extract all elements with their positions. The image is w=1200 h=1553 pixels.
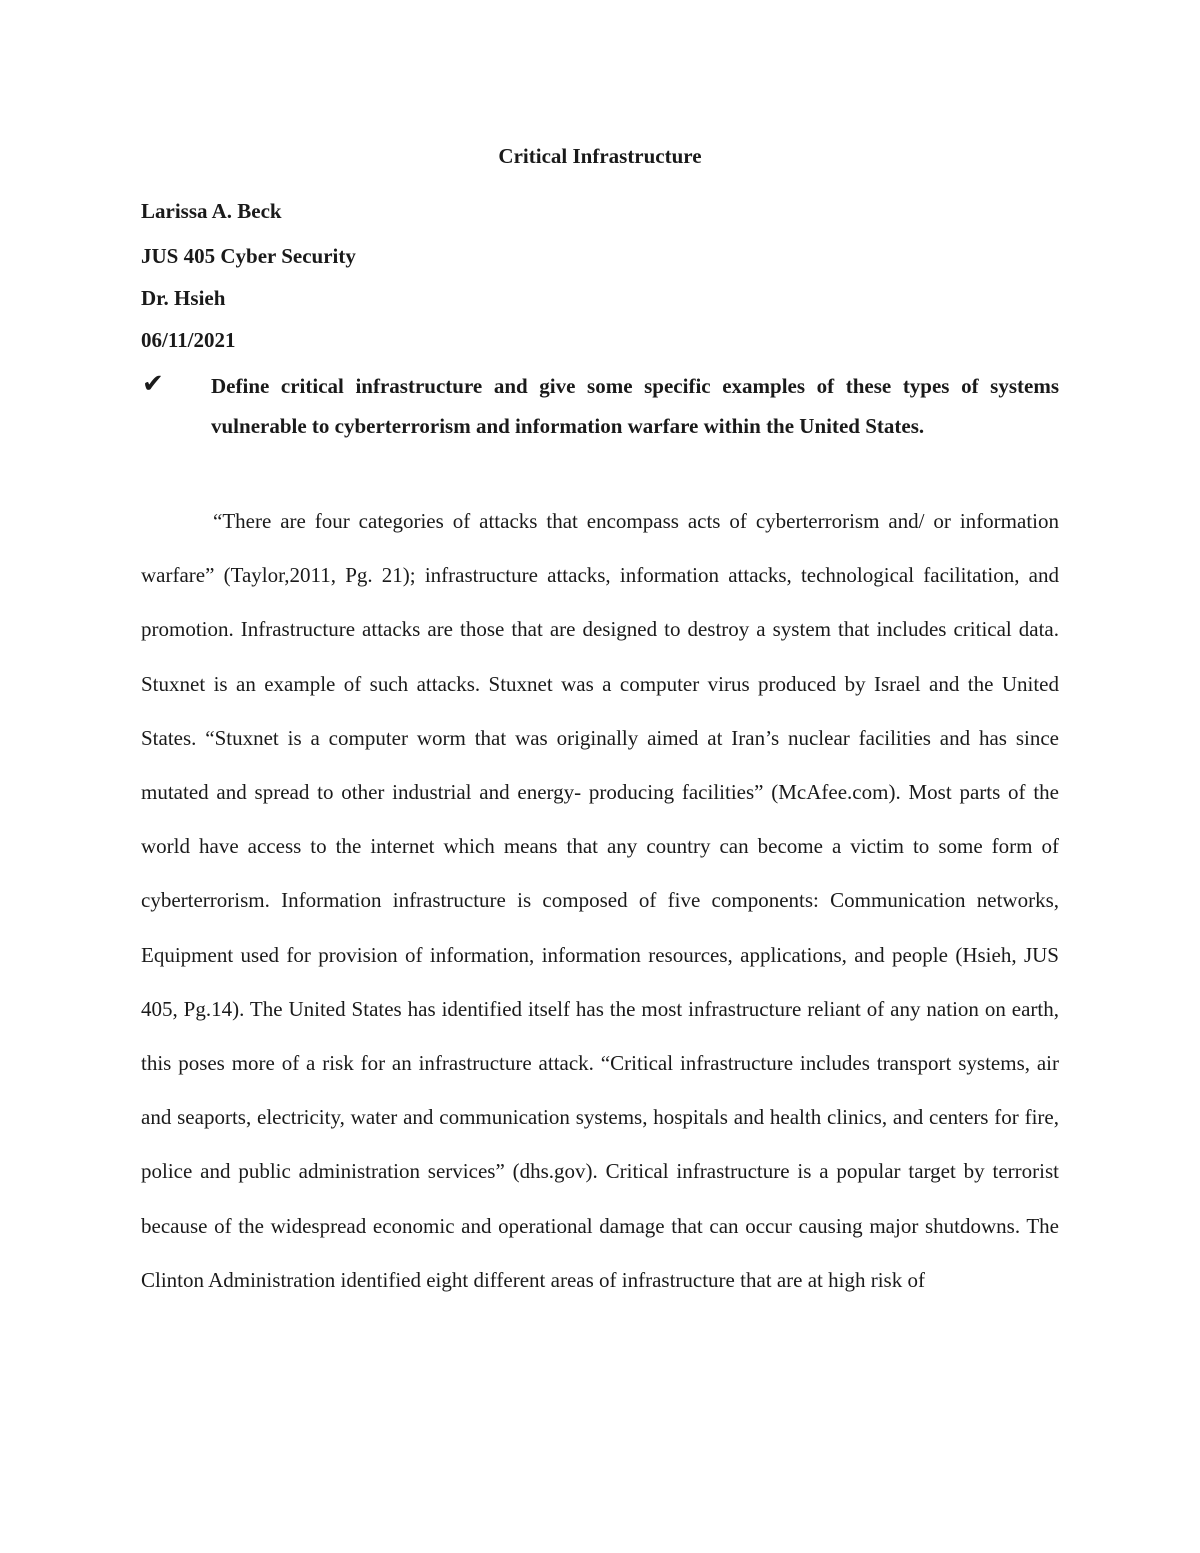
question-text: Define critical infrastructure and give some specific examples of these types of systems vulnerable to cyberterrorism and information warfare within the United States.	[211, 374, 1059, 438]
course-name: JUS 405 Cyber Security	[141, 244, 356, 268]
body-paragraph: “There are four categories of attacks that encompass acts of cyberterrorism and/ or information warfare” (Taylor,2011, Pg. 21); infrastructure attacks, information attacks, technological facilitation, and promotion. Infrastructure attacks are those that are designed to destroy a system that includes critical data. Stuxnet is an example of such attacks. Stuxnet was a computer virus produced by Israel and the United States. “Stuxnet is a computer worm that was originally aimed at Iran’s nuclear facilities and has since mutated and spread to other industrial and energy- producing facilities” (McAfee.com). Most parts of the world have access to the internet which means that any country can become a victim to some form of cyberterrorism. Information infrastructure is composed of five components: Communication networks, Equipment used for provision of information, information resources, applications, and people (Hsieh, JUS 405, Pg.14). The United States has identified itself has the most infrastructure reliant of any nation on earth, this poses more of a risk for an infrastructure attack. “Critical infrastructure includes transport systems, air and seaports, electricity, water and communication systems, hospitals and health clinics, and centers for fire, police and public administration services” (dhs.gov). Critical infrastructure is a popular target by terrorist because of the widespread economic and operational damage that can occur causing major shutdowns. The Clinton Administration identified eight different areas of infrastructure that are at high risk of	[141, 509, 1059, 1292]
document-date: 06/11/2021	[141, 328, 236, 352]
instructor-name: Dr. Hsieh	[141, 286, 226, 310]
document-title: Critical Infrastructure	[498, 144, 702, 168]
author-name: Larissa A. Beck	[141, 199, 282, 223]
question-item	[141, 366, 1059, 446]
checkmark-icon: ✔	[142, 369, 164, 399]
